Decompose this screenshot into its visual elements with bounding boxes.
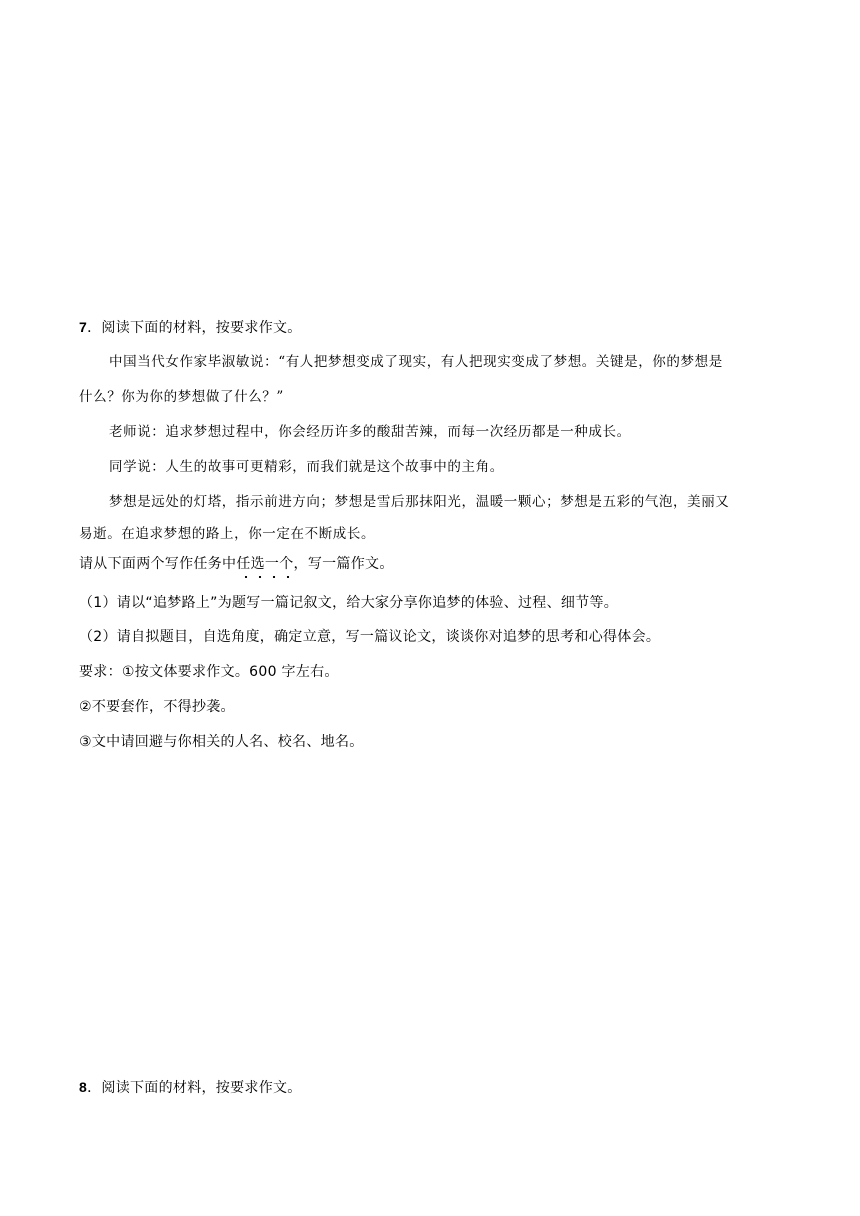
question-7-heading (79, 318, 302, 337)
dream-paragraph-line-2: 易逝。在追求梦想的路上，你一定在不断成长。 (79, 526, 376, 542)
requirements-label: 要求： (79, 664, 122, 680)
requirement-3 (79, 733, 364, 751)
requirement-1-text: 按文体要求作文。600 字左右。 (134, 664, 339, 680)
requirement-2-text: 不要套作，不得抄袭。 (91, 699, 235, 715)
question-number: 8 (79, 1079, 88, 1095)
requirement-2 (79, 698, 235, 716)
question-8-heading (79, 1078, 302, 1097)
question-prompt: ．阅读下面的材料，按要求作文。 (87, 1080, 302, 1096)
writing-task-1: （1）请以“追梦路上”为题写一篇记叙文，给大家分享你追梦的体验、过程、细节等。 (79, 595, 619, 611)
dream-paragraph-line-1: 梦想是远处的灯塔，指示前进方向；梦想是雪后那抹阳光，温暖一颗心；梦想是五彩的气泡，美丽又 (109, 494, 730, 510)
emphasized-choose-one: 任选一个 (236, 556, 294, 572)
choose-text-before: 请从下面两个写作任务中 (79, 556, 237, 572)
circled-number-1: ① (121, 664, 135, 680)
question-prompt: ．阅读下面的材料，按要求作文。 (87, 320, 302, 336)
writing-task-2: （2）请自拟题目，自选角度，确定立意，写一篇议论文，谈谈你对追梦的思考和心得体会。 (79, 629, 661, 645)
choose-task-instruction (79, 555, 394, 573)
requirement-1 (79, 663, 339, 681)
choose-text-after: ，写一篇作文。 (293, 556, 394, 572)
question-number: 7 (79, 319, 88, 335)
circled-number-3: ③ (79, 734, 92, 750)
quote-paragraph-line-2: 什么？你为你的梦想做了什么？” (79, 389, 284, 405)
teacher-quote: 老师说：追求梦想过程中，你会经历许多的酸甜苦辣，而每一次经历都是一种成长。 (109, 424, 631, 440)
circled-number-2: ② (79, 699, 92, 715)
quote-paragraph-line-1: 中国当代女作家毕淑敏说：“有人把梦想变成了现实，有人把现实变成了梦想。关键是，你的梦想是 (109, 354, 723, 370)
requirement-3-text: 文中请回避与你相关的人名、校名、地名。 (91, 734, 364, 750)
student-quote: 同学说：人生的故事可更精彩，而我们就是这个故事中的主角。 (109, 459, 504, 475)
